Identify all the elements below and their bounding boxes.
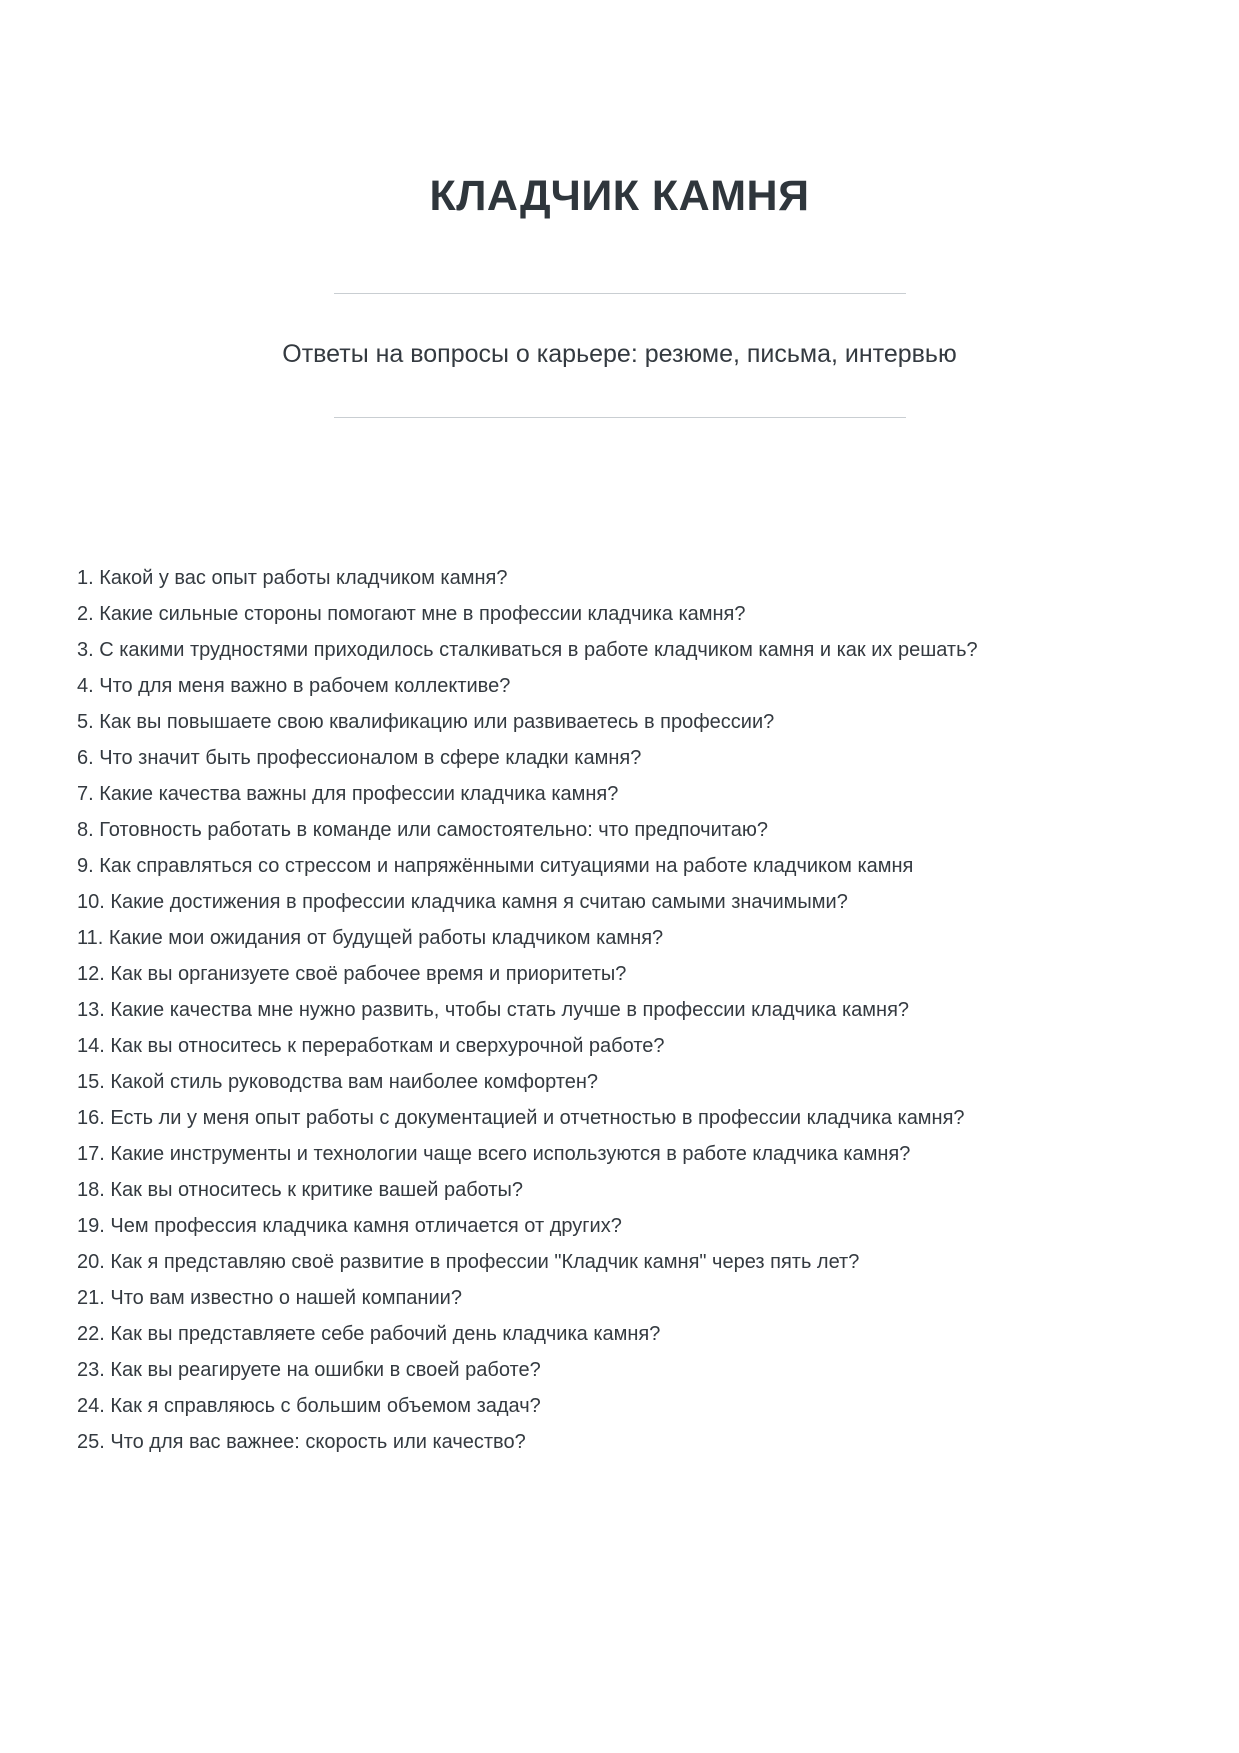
question-item: 22. Как вы представляете себе рабочий день кладчика камня? (77, 1323, 661, 1345)
question-item: 13. Какие качества мне нужно развить, чтобы стать лучше в профессии кладчика камня? (77, 999, 910, 1021)
question-item: 6. Что значит быть профессионалом в сфере кладки камня? (77, 747, 642, 769)
question-item: 5. Как вы повышаете свою квалификацию или развиваетесь в профессии? (77, 711, 775, 733)
question-item: 11. Какие мои ожидания от будущей работы кладчиком камня? (77, 927, 664, 949)
question-item: 7. Какие качества важны для профессии кладчика камня? (77, 783, 619, 805)
question-list (77, 560, 1162, 1460)
question-item: 19. Чем профессия кладчика камня отличается от других? (77, 1215, 622, 1237)
question-item: 1. Какой у вас опыт работы кладчиком камня? (77, 567, 508, 589)
page-title: КЛАДЧИК КАМНЯ (429, 172, 810, 220)
question-item: 2. Какие сильные стороны помогают мне в профессии кладчика камня? (77, 603, 746, 625)
question-item: 10. Какие достижения в профессии кладчика камня я считаю самыми значимыми? (77, 891, 848, 913)
divider-top (334, 293, 906, 294)
question-item: 3. С какими трудностями приходилось сталкиваться в работе кладчиком камня и как их решать? (77, 639, 978, 661)
question-item: 16. Есть ли у меня опыт работы с документацией и отчетностью в профессии кладчика камня? (77, 1107, 965, 1129)
question-item: 18. Как вы относитесь к критике вашей работы? (77, 1179, 524, 1201)
question-item: 4. Что для меня важно в рабочем коллективе? (77, 675, 511, 697)
question-item: 17. Какие инструменты и технологии чаще всего используются в работе кладчика камня? (77, 1143, 911, 1165)
question-item: 9. Как справляться со стрессом и напряжёнными ситуациями на работе кладчиком камня (77, 855, 914, 877)
question-item: 21. Что вам известно о нашей компании? (77, 1287, 462, 1309)
question-item: 23. Как вы реагируете на ошибки в своей работе? (77, 1359, 541, 1381)
question-item: 12. Как вы организуете своё рабочее время и приоритеты? (77, 963, 627, 985)
page-subtitle: Ответы на вопросы о карьере: резюме, письма, интервью (282, 340, 957, 368)
question-item: 8. Готовность работать в команде или самостоятельно: что предпочитаю? (77, 819, 768, 841)
question-item: 24. Как я справляюсь с большим объемом задач? (77, 1395, 541, 1417)
question-item: 25. Что для вас важнее: скорость или качество? (77, 1431, 526, 1453)
divider-bottom (334, 417, 906, 418)
question-item: 15. Какой стиль руководства вам наиболее комфортен? (77, 1071, 599, 1093)
question-item: 14. Как вы относитесь к переработкам и сверхурочной работе? (77, 1035, 665, 1057)
question-item: 20. Как я представляю своё развитие в профессии "Кладчик камня" через пять лет? (77, 1251, 860, 1273)
